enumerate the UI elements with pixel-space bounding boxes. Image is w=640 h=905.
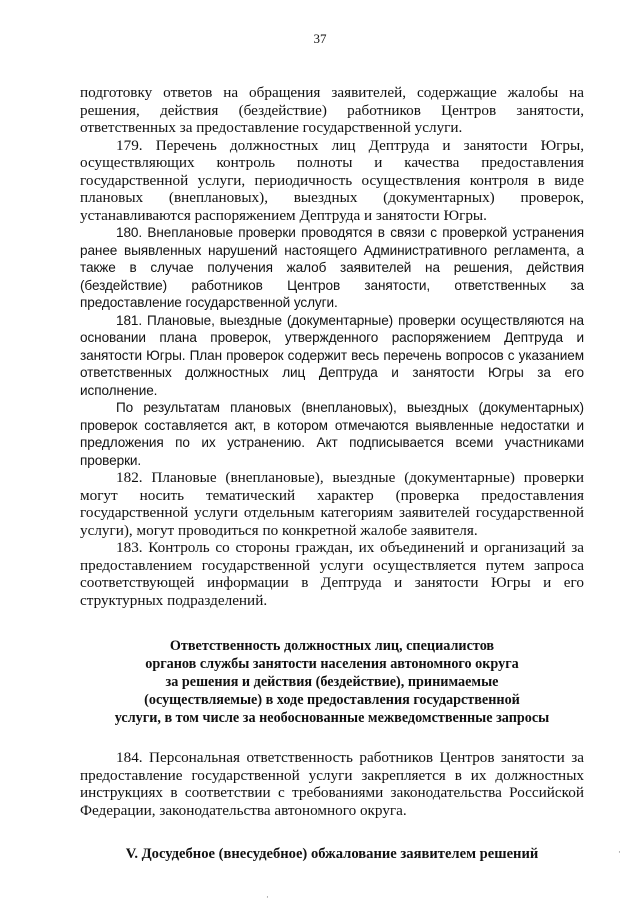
section-title-v: V. Досудебное (внесудебное) обжалование заявителем решений	[125, 846, 539, 862]
section-heading-responsibility	[80, 637, 584, 727]
heading-line: услуги, в том числе за необоснованные межведомственные запросы	[114, 710, 550, 726]
scan-speck: ·	[618, 848, 621, 858]
heading-line: за решения и действия (бездействие), принимаемые	[165, 674, 499, 690]
paragraph-intro: подготовку ответов на обращения заявителей, содержащие жалобы на решения, действия (бездействие) работников Центров занятости, ответственных за предоставление государственной услуги.	[80, 84, 584, 136]
heading-line: органов службы занятости населения автономного округа	[145, 656, 519, 672]
heading-line: (осуществляемые) в ходе предоставления государственной	[144, 692, 520, 708]
paragraph-181: 181. Плановые, выездные (документарные) проверки осуществляются на основании плана проверок, утвержденного распоряжением Дептруда и занятости Югры. План проверок содержит весь перечень вопросов с указанием ответственных должностных лиц Дептруда и занятости Югры за его исполнение.	[80, 312, 584, 398]
paragraph-184: 184. Персональная ответственность работников Центров занятости за предоставление государственной услуги закрепляется в их должностных инструкциях в соответствии с требованиями законодательства Российской Федерации, законодательства автономного округа.	[80, 749, 584, 819]
paragraph-183: 183. Контроль со стороны граждан, их объединений и организаций за предоставлением государственной услуги осуществляется путем запроса соответствующей информации в Дептруда и занятости Югры и его структурных подразделений.	[80, 539, 584, 609]
paragraph-179: 179. Перечень должностных лиц Дептруда и занятости Югры, осуществляющих контроль полноты и качества предоставления государственной услуги, периодичность осуществления контроля в виде плановых (внеплановых), выездных (документарных) проверок, устанавливаются распоряжением Дептруда и занятости Югры.	[80, 136, 584, 224]
scan-speck: ·	[266, 893, 269, 903]
heading-line: Ответственность должностных лиц, специалистов	[169, 638, 495, 654]
paragraph-180: 180. Внеплановые проверки проводятся в связи с проверкой устранения ранее выявленных нарушений настоящего Административного регламента, а также в случае получения жалоб заявителей на решения, действия (бездействие) работников Центров занятости, ответственных за предоставление государственной услуги.	[80, 225, 584, 310]
paragraph-182: 182. Плановые (внеплановые), выездные (документарные) проверки могут носить тематический характер (проверка предоставления государственной услуги отдельным категориям заявителей государственной услуги), могут проводиться по конкретной жалобе заявителя.	[80, 469, 584, 539]
page-number: 37	[313, 31, 327, 46]
paragraph-181-results: По результатам плановых (внеплановых), выездных (документарных) проверок составляется акт, в котором отмечаются выявленные недостатки и предложения по их устранению. Акт подписывается всеми участниками проверки.	[80, 400, 584, 468]
document-body	[80, 84, 584, 878]
